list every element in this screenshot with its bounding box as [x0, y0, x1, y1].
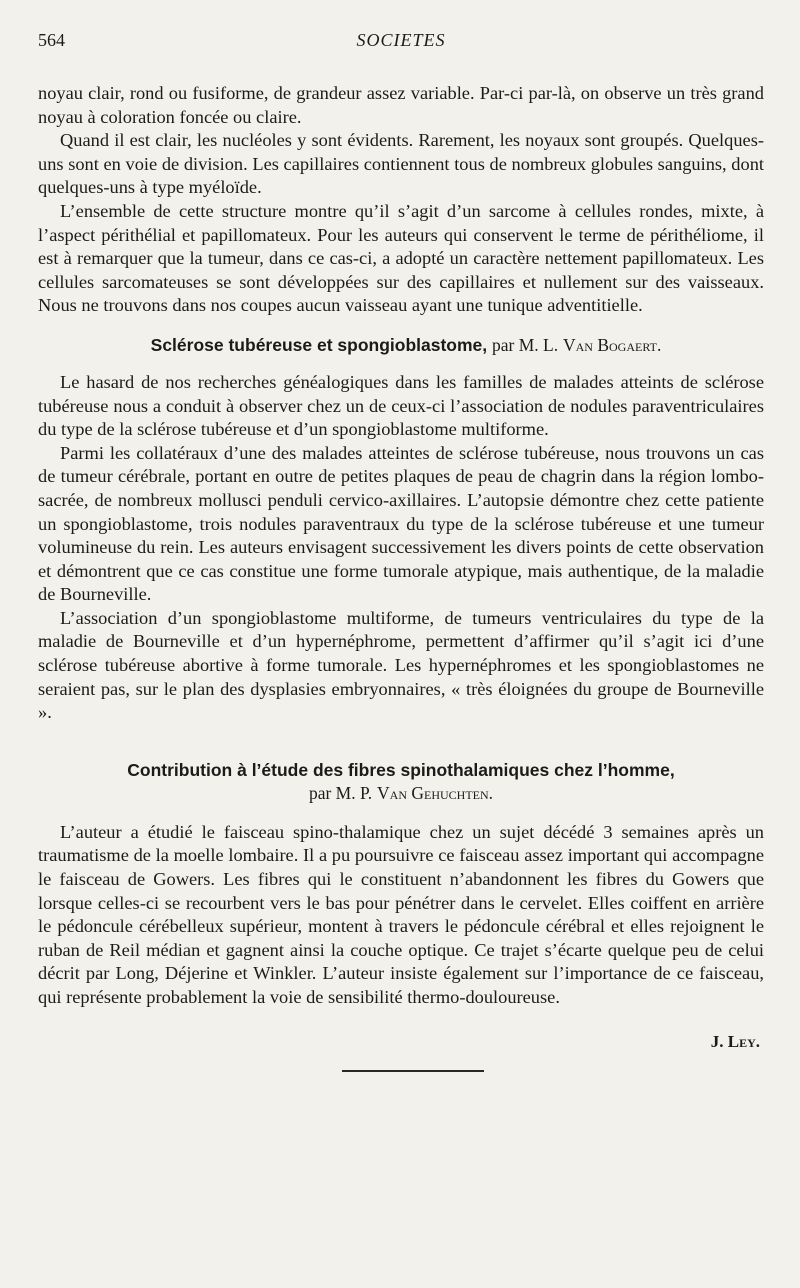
signature-initial: J.: [710, 1031, 724, 1051]
document-page: [38, 30, 764, 1072]
section-heading-spinothalamiques: [38, 759, 764, 805]
paragraph: Le hasard de nos recherches généalogiques dans les familles de malades atteints de sclérose tubéreuse nous a conduit à observer chez un de ceux-ci l’association de nodules paraventriculaires du type de la sclérose tubéreuse et d’un spongioblastome multiforme.: [38, 371, 764, 440]
byline: par M. L.: [492, 334, 559, 355]
section-title: Contribution à l’étude des fibres spinothalamiques chez l’homme,: [127, 759, 675, 780]
author-name: Van Bogaert.: [563, 334, 662, 355]
separator-rule: [342, 1070, 484, 1072]
section-title: Sclérose tubéreuse et spongioblastome,: [150, 334, 488, 355]
author-signature: [38, 1032, 764, 1052]
paragraph: noyau clair, rond ou fusiforme, de grandeur assez variable. Par-ci par-là, on observe un très grand noyau à coloration foncée ou claire.: [38, 83, 764, 127]
paragraph: Parmi les collatéraux d’une des malades atteintes de sclérose tubéreuse, nous trouvons un cas de tumeur cérébrale, portant en outre de petites plaques de peau de chagrin dans la région lombo-sacrée, de nombreux mollusci penduli cervico-axillaires. L’autopsie démontre chez cette patiente un spongioblastome, trois nodules paraventraux du type de la sclérose tubéreuse et une tumeur volumineuse du rein. Les auteurs envisagent successivement les divers points de cette observation et démontrent que ce cas constitue une forme tumorale atypique, mais authentique, de la maladie de Bourneville.: [38, 442, 764, 605]
paragraph: L’association d’un spongioblastome multiforme, de tumeurs ventriculaires du type de la maladie de Bourneville et d’un hypernéphrome, permettent d’affirmer qu’il s’agit ici d’une sclérose tubéreuse abortive à forme tumorale. Les hypernéphromes et les spongioblastomes ne seraient pas, sur le plan des dysplasies embryonnaires, « très éloignées du groupe de Bourneville ».: [38, 607, 764, 723]
byline: par M. P.: [308, 782, 373, 803]
page-number: 564: [38, 30, 65, 50]
section-heading-sclerose: [38, 334, 764, 357]
paragraph: L’ensemble de cette structure montre qu’il s’agit d’un sarcome à cellules rondes, mixte, à l’aspect périthélial et papillomateux. Pour les auteurs qui conservent le terme de périthéliome, il est à remarquer que la tumeur, dans ce cas-ci, a adopté un caractère nettement papillomateux. Les cellules sarcomateuses se sont développées sur des capillaires et nullement sur des vaisseaux. Nous ne trouvons dans nos coupes aucun vaisseau ayant une tunique adventitielle.: [38, 200, 764, 316]
running-title: SOCIETES: [356, 30, 446, 50]
author-name: Van Gehuchten.: [377, 782, 494, 803]
signature-name: Ley.: [727, 1031, 760, 1051]
paragraph: L’auteur a étudié le faisceau spino-thalamique chez un sujet décédé 3 semaines après un traumatisme de la moelle lombaire. Il a pu poursuivre ce faisceau assez important qui accompagne le faisceau de Gowers. Les fibres qui le constituent n’abandonnent les fibres du Gowers que lorsque celles-ci se recourbent vers le bas pour pénétrer dans le cervelet. Elles coiffent en arrière le pédoncule cérébelleux supérieur, montent à travers le pédoncule cérébral et elles rejoignent le ruban de Reil médian et gagnent ainsi la couche optique. Ce trajet s’écarte quelque peu de celui décrit par Long, Déjerine et Winkler. L’auteur insiste également sur l’importance de ce faisceau, qui représente probablement la voie de sensibilité thermo-douloureuse.: [38, 821, 764, 1007]
section-body-sclerose: [38, 371, 764, 725]
running-head: [38, 30, 764, 54]
section-body-spinothalamiques: [38, 821, 764, 1010]
paragraph: Quand il est clair, les nucléoles y sont évidents. Rarement, les noyaux sont groupés. Quelques-uns sont en voie de division. Les capillaires contiennent tous de nombreux globules sanguins, dont quelques-uns à type myéloïde.: [38, 130, 764, 198]
intro-continuation: [38, 82, 764, 318]
